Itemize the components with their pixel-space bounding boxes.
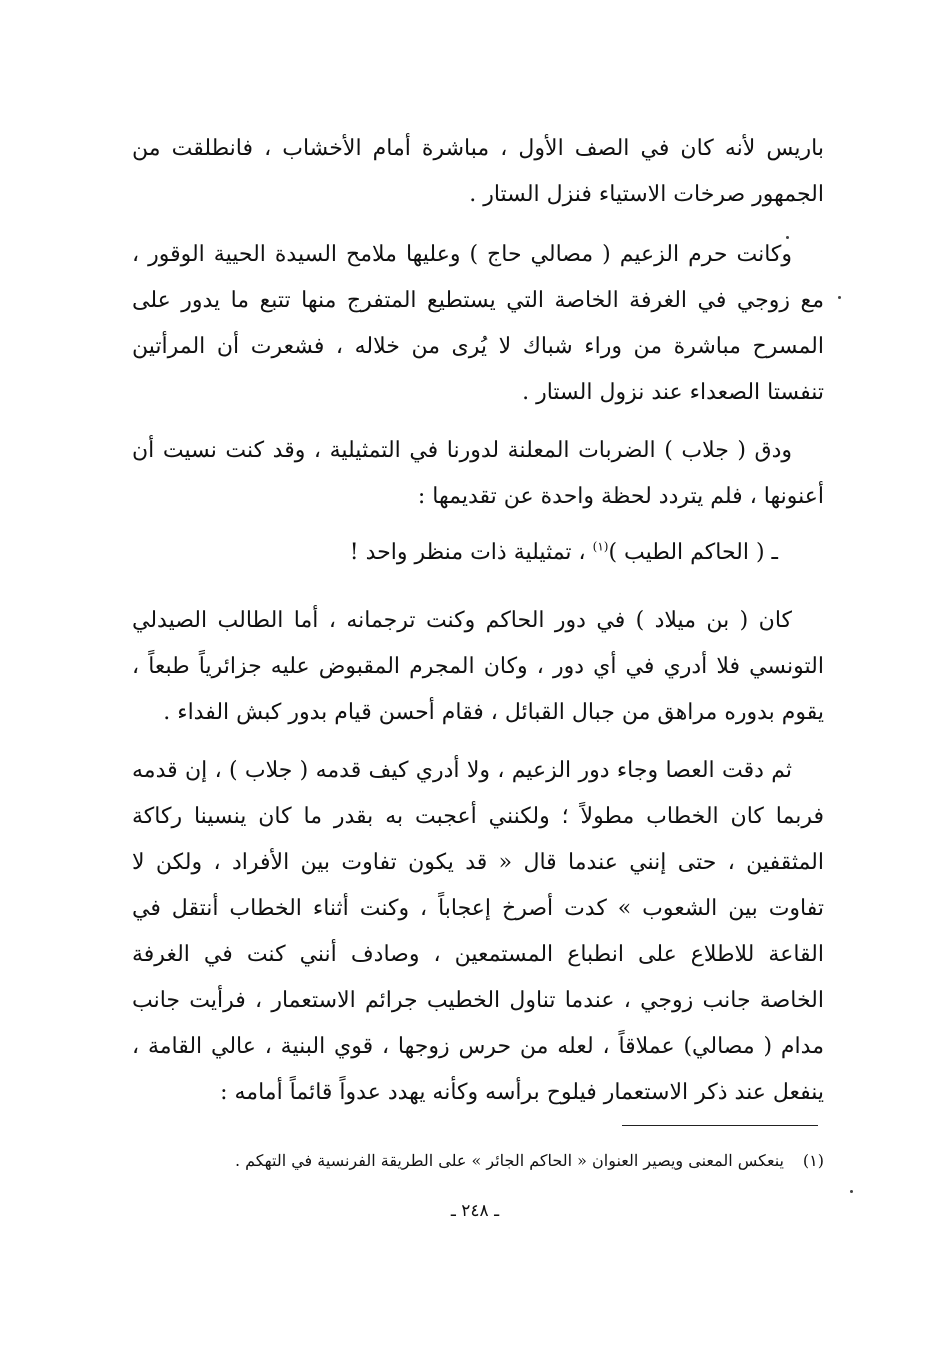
paragraph-3 — [132, 428, 824, 520]
scan-speck — [786, 236, 789, 239]
footnote-text: ينعكس المعنى ويصير العنوان « الحاكم الجائر » على الطريقة الفرنسية في التهكم . — [234, 1151, 784, 1170]
footnote — [200, 1146, 824, 1176]
footnote-number: (١) — [802, 1151, 824, 1170]
scan-speck — [838, 296, 841, 299]
play-title-line — [132, 530, 824, 576]
paragraph-2-text: وكانت حرم الزعيم ( مصالي حاج ) وعليها ملامح السيدة الحيية الوقور ، مع زوجي في الغرفة الخاصة التي يستطيع المتفرج منها تتبع ما يدور على المسرح مباشرة من وراء شباك لا يُرى من خلاله ، فشعرت أن المرأتين تنفستا الصعداء عند نزول الستار . — [132, 242, 824, 405]
footnote-reference: (١) — [592, 539, 609, 554]
page-number: ـ ٢٤٨ ـ — [450, 1201, 500, 1221]
paragraph-1: باريس لأنه كان في الصف الأول ، مباشرة أمام الأخشاب ، فانطلقت من الجمهور صرخات الاستياء فنزل الستار . — [132, 136, 824, 207]
paragraph-4 — [132, 598, 824, 736]
play-title: ـ ( الحاكم الطيب ) — [608, 540, 778, 565]
paragraph-3-text: ودق ( جلاب ) الضربات المعلنة لدورنا في التمثيلية ، وقد كنت نسيت أن أعنونها ، فلم يتردد لحظة واحدة عن تقديمها : — [132, 438, 824, 509]
paragraph-2 — [132, 232, 824, 416]
paragraph-4-text: كان ( بن ميلاد ) في دور الحاكم وكنت ترجمانه ، أما الطالب الصيدلي التونسي فلا أدري في أي دور ، وكان المجرم المقبوض عليه جزائرياً طبعاً ، يقوم بدوره مراهق من جبال القبائل ، فقام أحسن قيام بدور كبش الفداء . — [132, 608, 824, 725]
footnote-divider — [622, 1125, 818, 1126]
paragraph-5-text: ثم دقت العصا وجاء دور الزعيم ، ولا أدري كيف قدمه ( جلاب ) ، إن قدمه فربما كان الخطاب مطولاً ؛ ولكنني أعجبت به بقدر ما كان ينسينا ركاكة المثقفين ، حتى إنني عندما قال « قد يكون تفاوت بين الأفراد ، ولكن لا تفاوت بين الشعوب » كدت أصرخ إعجاباً ، وكنت أثناء الخطاب أنتقل في القاعة للاطلاع على انطباع المستمعين ، وصادف أنني كنت في الغرفة الخاصة جانب زوجي ، عندما تناول الخطيب جرائم الاستعمار ، فرأيت جانب مدام ( مصالي) عملاقاً ، لعله من حرس زوجها ، قوي البنية ، عالي القامة ، ينفعل عند ذكر الاستعمار فيلوح برأسه وكأنه يهدد عدواً قائماً أمامه : — [132, 758, 824, 1105]
play-title-description: ، تمثيلية ذات منظر واحد ! — [349, 540, 593, 565]
paragraph-5 — [132, 748, 824, 1116]
scan-speck — [850, 1190, 853, 1193]
